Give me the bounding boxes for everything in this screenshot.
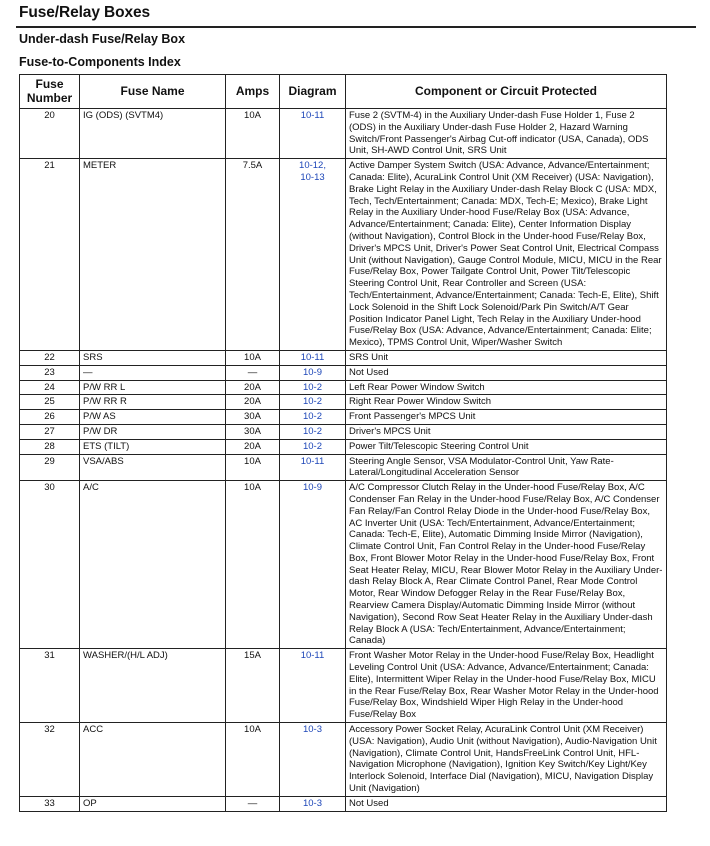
fuse-amps: 7.5A	[226, 159, 280, 351]
fuse-name: METER	[80, 159, 226, 351]
table-row	[20, 796, 667, 811]
title-rule	[16, 26, 696, 28]
col-header-fuse-name: Fuse Name	[80, 75, 226, 109]
diagram-link[interactable]: 10-2	[280, 380, 346, 395]
table-row	[20, 481, 667, 649]
table-row	[20, 424, 667, 439]
diagram-link[interactable]: 10-11	[280, 454, 346, 481]
fuse-number: 27	[20, 424, 80, 439]
component-text: Accessory Power Socket Relay, AcuraLink Control Unit (XM Receiver) (USA: Navigation), Audio Unit (without Navigation), Audio-Navigation Unit (Navigation), Climate Control Unit, HandsFreeLink Control Unit, HFL-Navigation Microphone (Navigation), Ignition Key Switch/Key Light/Key Interlock Solenoid, Interface Dial (Navigation), MICU, Navigation Display Unit (Navigation)	[346, 723, 667, 797]
component-text: Not Used	[346, 796, 667, 811]
fuse-number: 30	[20, 481, 80, 649]
table-row	[20, 395, 667, 410]
table-row	[20, 365, 667, 380]
fuse-amps: 10A	[226, 350, 280, 365]
fuse-index-table	[19, 74, 667, 812]
fuse-name: A/C	[80, 481, 226, 649]
diagram-link[interactable]: 10-2	[280, 395, 346, 410]
table-row	[20, 410, 667, 425]
fuse-number: 33	[20, 796, 80, 811]
fuse-number: 26	[20, 410, 80, 425]
table-row	[20, 350, 667, 365]
fuse-number: 24	[20, 380, 80, 395]
col-header-diagram: Diagram	[280, 75, 346, 109]
table-row	[20, 109, 667, 159]
fuse-name: —	[80, 365, 226, 380]
diagram-link[interactable]: 10-2	[280, 439, 346, 454]
col-header-fuse-number-text: Fuse Number	[26, 77, 73, 105]
diagram-link[interactable]: 10-9	[280, 481, 346, 649]
component-text: Front Washer Motor Relay in the Under-hood Fuse/Relay Box, Headlight Leveling Control Unit (USA: Advance, Advance/Entertainment; Canada: Elite), Intermittent Wiper Relay in the Under-hood Fuse/Relay Box, MICU in the Rear Fuse/Relay Box, Rear Washer Motor Relay in the Under-hood Fuse/Relay Box, Windshield Wiper High Relay in the Under-hood Fuse/Relay Box	[346, 649, 667, 723]
fuse-number: 32	[20, 723, 80, 797]
table-row	[20, 380, 667, 395]
component-text: Steering Angle Sensor, VSA Modulator-Control Unit, Yaw Rate-Lateral/Longitudinal Acceleration Sensor	[346, 454, 667, 481]
component-text: Fuse 2 (SVTM-4) in the Auxiliary Under-dash Fuse Holder 1, Fuse 2 (ODS) in the Auxiliary Under-dash Fuse Holder 2, Hazard Warning Switch/Front Passenger's Airbag Cut-off indicator (USA, Canada), ODS Unit, SH-AWD Control Unit, SRS Unit	[346, 109, 667, 159]
fuse-name: IG (ODS) (SVTM4)	[80, 109, 226, 159]
diagram-link[interactable]: 10-11	[280, 109, 346, 159]
component-text: Right Rear Power Window Switch	[346, 395, 667, 410]
fuse-number: 23	[20, 365, 80, 380]
col-header-component: Component or Circuit Protected	[346, 75, 667, 109]
component-text: Active Damper System Switch (USA: Advance, Advance/Entertainment; Canada: Elite), AcuraLink Control Unit (XM Receiver) (USA: Navigation), Brake Light Relay in the Auxiliary Under-dash Relay Block C (USA: MDX, Tech, Tech/Entertainment; Canada: MDX, Tech-E; Mexico), Brake Light Relay in the Auxiliary Under-hood Fuse/Relay Box (USA: Advance, Advance/Entertainment; Canada: Elite), Center Information Display (without Navigation), Control Block in the Under-hood Fuse/Relay Box, Driver's MPCS Unit, Driver's Power Seat Control Unit, Electrical Compass Unit (without Navigation), Gauge Control Module, MICU, MICU in the Rear Fuse/Relay Box, Power Tailgate Control Unit, Power Tilt/Telescopic Steering Control Unit, Rear Controller and Screen (USA: Tech/Entertainment, Advance/Entertainment; Canada: Tech-E, Elite), Shift Lock Solenoid in the Shift Lock Solenoid/Park Pin Switch/A/T Gear Position Indicator Panel Light, Tech Relay in the Auxiliary Under-hood Fuse/Relay Box (USA: Advance, Advance/Entertainment; Canada: Elite; Mexico), TPMS Control Unit, Wiper/Washer Switch	[346, 159, 667, 351]
fuse-amps: 30A	[226, 424, 280, 439]
component-text: Power Tilt/Telescopic Steering Control Unit	[346, 439, 667, 454]
fuse-number: 25	[20, 395, 80, 410]
page-title: Fuse/Relay Boxes	[19, 4, 151, 21]
fuse-amps: 10A	[226, 481, 280, 649]
component-text: Front Passenger's MPCS Unit	[346, 410, 667, 425]
component-text: Not Used	[346, 365, 667, 380]
fuse-name: ETS (TILT)	[80, 439, 226, 454]
fuse-amps: —	[226, 796, 280, 811]
section-title: Under-dash Fuse/Relay Box	[19, 32, 186, 46]
table-row	[20, 649, 667, 723]
col-header-amps: Amps	[226, 75, 280, 109]
fuse-amps: 15A	[226, 649, 280, 723]
fuse-number: 28	[20, 439, 80, 454]
fuse-name: VSA/ABS	[80, 454, 226, 481]
diagram-link[interactable]: 10-11	[280, 649, 346, 723]
fuse-name: OP	[80, 796, 226, 811]
fuse-amps: 10A	[226, 723, 280, 797]
component-text: Driver's MPCS Unit	[346, 424, 667, 439]
fuse-number: 29	[20, 454, 80, 481]
fuse-name: P/W RR R	[80, 395, 226, 410]
col-header-fuse-number	[20, 75, 80, 109]
table-row	[20, 723, 667, 797]
fuse-number: 21	[20, 159, 80, 351]
subsection-title: Fuse-to-Components Index	[19, 55, 181, 69]
component-text: SRS Unit	[346, 350, 667, 365]
fuse-amps: —	[226, 365, 280, 380]
fuse-name: SRS	[80, 350, 226, 365]
table-row	[20, 454, 667, 481]
diagram-link[interactable]: 10-3	[280, 723, 346, 797]
component-text: A/C Compressor Clutch Relay in the Under-hood Fuse/Relay Box, A/C Condenser Fan Relay in the Under-hood Fuse/Relay Box, A/C Condenser Fan Relay/Fan Control Relay Diode in the Under-hood Fuse/Relay Box, AC Inverter Unit (USA: Tech/Entertainment, Advance/Entertainment; Canada: Tech-E, Elite), Automatic Dimming Inside Mirror (Navigation), Climate Control Unit, Fan Control Relay in the Under-hood Fuse/Relay Box, Front Blower Motor Relay in the Under-hood Fuse/Relay Box, Front Seat Heater Relay, MICU, Rear Blower Motor Relay in the Auxiliary Under-dash Relay Block A, Rear Climate Control Panel, Rear Mode Control Motor, Rear Window Defogger Relay in the Rear Fuse/Relay Box, Rearview Camera Display/Automatic Dimming Inside Mirror (without Navigation), Second Row Seat Heater Relay in the Auxiliary Under-dash Relay Block A (USA: Tech/Entertainment, Advance/Entertainment; Canada)	[346, 481, 667, 649]
component-text: Left Rear Power Window Switch	[346, 380, 667, 395]
diagram-link[interactable]: 10-9	[280, 365, 346, 380]
table-row	[20, 439, 667, 454]
table-row	[20, 159, 667, 351]
diagram-link[interactable]: 10-2	[280, 410, 346, 425]
diagram-link[interactable]: 10-12, 10-13	[280, 159, 346, 351]
fuse-number: 20	[20, 109, 80, 159]
fuse-name: WASHER/(H/L ADJ)	[80, 649, 226, 723]
diagram-link[interactable]: 10-2	[280, 424, 346, 439]
fuse-number: 31	[20, 649, 80, 723]
fuse-name: ACC	[80, 723, 226, 797]
fuse-name: P/W AS	[80, 410, 226, 425]
fuse-amps: 20A	[226, 439, 280, 454]
fuse-amps: 20A	[226, 380, 280, 395]
table-header-row	[20, 75, 667, 109]
fuse-amps: 10A	[226, 454, 280, 481]
fuse-amps: 20A	[226, 395, 280, 410]
fuse-amps: 30A	[226, 410, 280, 425]
diagram-link[interactable]: 10-3	[280, 796, 346, 811]
fuse-number: 22	[20, 350, 80, 365]
fuse-amps: 10A	[226, 109, 280, 159]
fuse-name: P/W RR L	[80, 380, 226, 395]
fuse-name: P/W DR	[80, 424, 226, 439]
diagram-link[interactable]: 10-11	[280, 350, 346, 365]
